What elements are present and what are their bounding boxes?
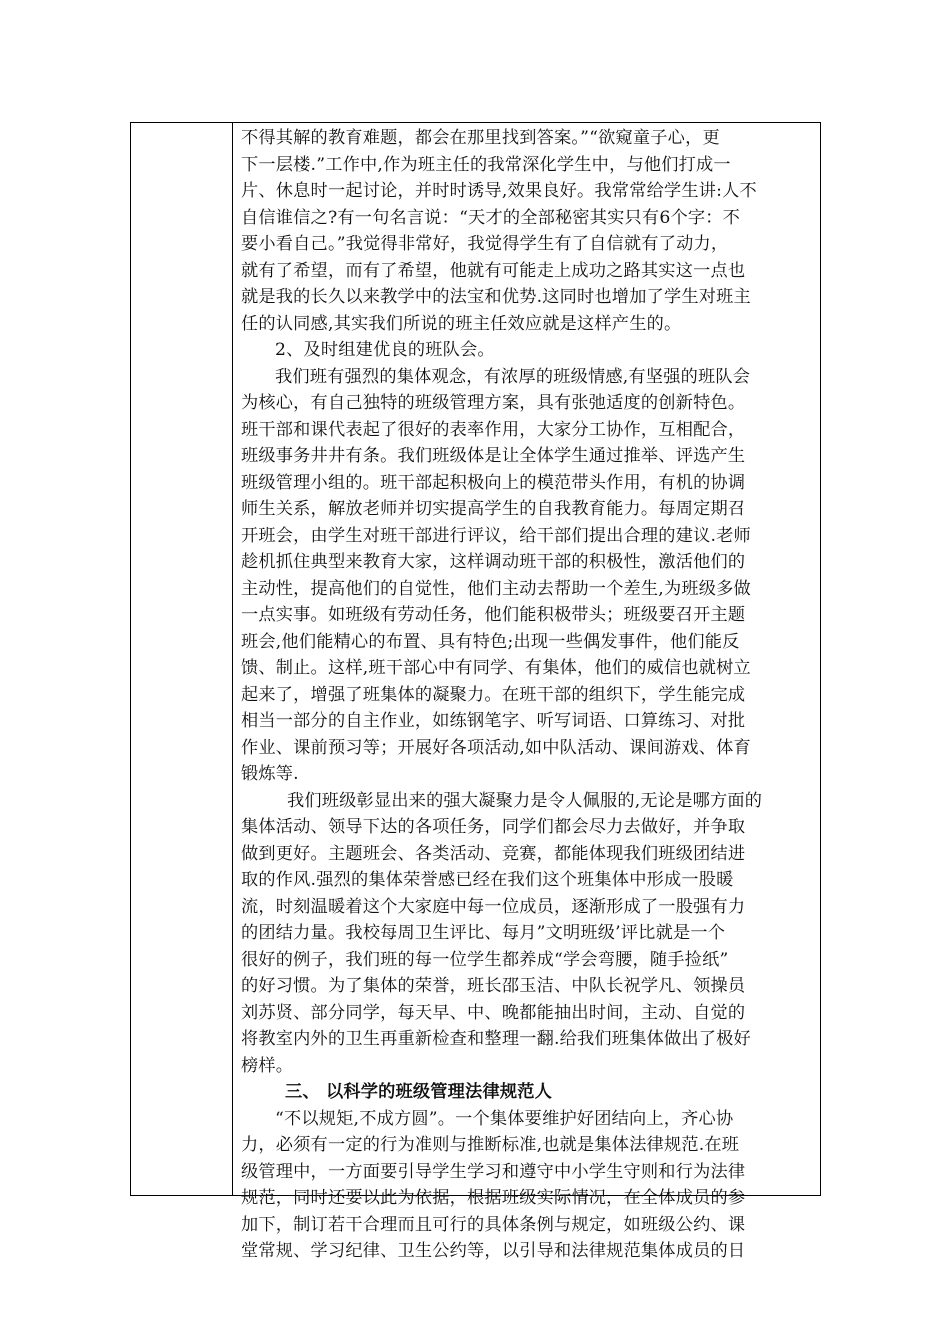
table-content-cell (233, 123, 820, 1261)
text-line: 力，必须有一定的行为准则与推断标准,也就是集体法律规范.在班 (241, 1135, 740, 1155)
text-line: 任的认同感,其实我们所说的班主任效应就是这样产生的。 (241, 313, 682, 334)
text-line: 就有了希望，而有了希望，他就有可能走上成功之路其实这一点也 (241, 260, 746, 281)
text-line: 锻炼等. (241, 764, 299, 784)
text-line: 不得其解的教育难题，都会在那里找到答案。”“欲窥童子心，更 (241, 128, 720, 148)
text-line: 级管理中，一方面要引导学生学习和遵守中小学生守则和行为法律 (241, 1161, 746, 1182)
document-table (130, 122, 821, 1261)
text-line: 刘苏贤、部分同学，每天早、中、晚都能抽出时间，主动、自觉的 (241, 1002, 746, 1023)
text-line: 馈、制止。这样,班干部心中有同学、有集体，他们的威信也就树立 (241, 658, 751, 678)
text-line: 我们班有强烈的集体观念，有浓厚的班级情感,有坚强的班队会 (275, 366, 751, 387)
text-line: 自信谁信之?有一句名言说：“天才的全部秘密其实只有6个字：不 (241, 207, 741, 228)
text-line: 规范，同时还要以此为依据，根据班级实际情况，在全体成员的参 (241, 1188, 746, 1208)
table-left-cell (131, 123, 233, 1195)
section-heading: 三、 以科学的班级管理法律规范人 (285, 1082, 552, 1102)
text-line: 班级事务井井有条。我们班级体是让全体学生通过推举、评选产生 (241, 446, 746, 466)
text-line: 为核心，有自己独特的班级管理方案，具有张弛适度的创新特色。 (241, 393, 746, 413)
text-line: 将教室内外的卫生再重新检查和整理一翻.给我们班集体做出了极好 (241, 1029, 751, 1049)
text-line: 班级管理小组的。班干部起积极向上的模范带头作用，有机的协调 (241, 472, 746, 493)
subheading-line: 2、及时组建优良的班队会。 (275, 340, 495, 360)
text-line: 相当一部分的自主作业，如练钢笔字、听写词语、口算练习、对批 (241, 711, 746, 731)
text-line: 集体活动、领导下达的各项任务，同学们都会尽力去做好，并争取 (241, 817, 746, 837)
text-line: 堂常规、学习纪律、卫生公约等，以引导和法律规范集体成员的日 (241, 1241, 746, 1261)
text-line: “不以规矩,不成方圆”。一个集体要维护好团结向上，齐心协 (275, 1108, 734, 1129)
text-line: 加下，制订若干合理而且可行的具体条例与规定，如班级公约、课 (241, 1214, 746, 1235)
text-line: 片、休息时一起讨论，并时时诱导,效果良好。我常常给学生讲:人不 (241, 181, 757, 201)
text-line: 作业、课前预习等；开展好各项活动,如中队活动、课间游戏、体育 (241, 737, 751, 758)
text-line: 起来了，增强了班集体的凝聚力。在班干部的组织下，学生能完成 (241, 684, 746, 705)
text-line: 班干部和课代表起了很好的表率作用，大家分工协作，互相配合， (241, 419, 746, 440)
text-line: 一点实事。如班级有劳动任务，他们能积极带头；班级要召开主题 (241, 605, 746, 625)
text-line: 开班会，由学生对班干部进行评议，给干部们提出合理的建议.老师 (241, 525, 751, 546)
text-line: 榜样。 (241, 1055, 294, 1076)
text-line: 很好的例子，我们班的每一位学生都养成“学会弯腰，随手捡纸” (241, 949, 729, 970)
text-line: 要小看自己。”我觉得非常好，我觉得学生有了自信就有了动力， (241, 234, 729, 254)
text-line: 取的作风.强烈的集体荣誉感已经在我们这个班集体中形成一股暖 (241, 870, 734, 890)
text-line: 班会,他们能精心的布置、具有特色;出现一些偶发事件，他们能反 (241, 631, 740, 652)
text-line: 的团结力量。我校每周卫生评比、每月”文明班级’评比就是一个 (241, 923, 726, 943)
text-line: 趁机抓住典型来教育大家，这样调动班干部的积极性，激活他们的 (241, 552, 746, 572)
text-line: 的好习惯。为了集体的荣誉，班长邵玉洁、中队长祝学凡、领操员 (241, 976, 746, 996)
text-line: 主动性，提高他们的自觉性，他们主动去帮助一个差生,为班级多做 (241, 578, 751, 599)
text-line: 我们班级彰显出来的强大凝聚力是令人佩服的,无论是哪方面的 (287, 790, 763, 811)
text-line: 师生关系，解放老师并切实提高学生的自我教育能力。每周定期召 (241, 499, 746, 519)
text-line: 做到更好。主题班会、各类活动、竞赛，都能体现我们班级团结进 (241, 843, 746, 864)
text-line: 下一层楼.”工作中,作为班主任的我常深化学生中，与他们打成一 (241, 154, 731, 175)
text-line: 就是我的长久以来教学中的法宝和优势.这同时也增加了学生对班主 (241, 287, 751, 307)
text-line: 流，时刻温暖着这个大家庭中每一位成员，逐渐形成了一股强有力 (241, 896, 746, 917)
